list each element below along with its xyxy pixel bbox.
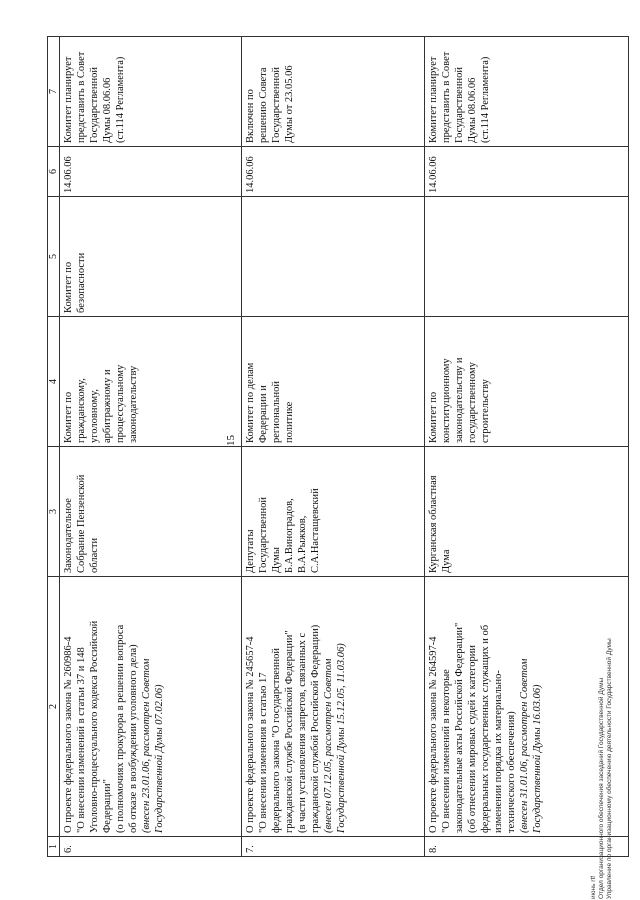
co-committee-cell <box>242 197 424 317</box>
responsible-committee-cell: Комитет по конституционному законодательству и государственному строительству <box>424 317 628 447</box>
responsible-committee-cell: Комитет по гражданскому, уголовному, арбитражному и процессуальному законодательству <box>60 317 242 447</box>
footer-line: июнь rtf <box>590 875 597 899</box>
date-cell: 14.06.06 <box>424 147 628 197</box>
footer-line: Управление по организационному обеспечению деятельности Государственной Думы <box>606 638 613 899</box>
action-cell: Комитет планирует представить в Совет Государственной Думы 08.06.06 (ст.114 Регламента) <box>60 37 242 147</box>
page-number: 15 <box>225 435 237 446</box>
initiator-cell: Законодательное Собрание Пензенской области <box>60 447 242 577</box>
table-row <box>60 37 242 857</box>
column-header: 7 <box>48 37 60 147</box>
date-cell: 14.06.06 <box>60 147 242 197</box>
responsible-committee-cell: Комитет по делам Федерации и региональной политике <box>242 317 424 447</box>
row-number: 8. <box>424 837 628 857</box>
table-row <box>242 37 424 857</box>
bill-note: (внесен 31.01.06, рассмотрен Советом Государственной Думы 16.03.06) <box>518 658 543 833</box>
bill-cell <box>242 577 424 837</box>
action-cell: Включен по решению Совета Государственной Думы от 23.05.06 <box>242 37 424 147</box>
column-header: 5 <box>48 197 60 317</box>
bill-description: "О внесении изменений в некоторые законодательные акты Российской Федерации" (об отнесении мировых судей к категории федеральных государственных служащих и об изменении порядка их материально- технического обеспечения) <box>440 622 517 833</box>
co-committee-cell: Комитет по безопасности <box>60 197 242 317</box>
bill-description: "О внесении изменения в статью 17 федерального закона "О государственной гражданской службе Российской Федерации" (в части установления запретов, связанных с гражданской службой Российской Федерации) <box>258 624 322 833</box>
column-header: 1 <box>48 837 60 857</box>
initiator-cell: Депутаты Государственной Думы Б.А.Виноградов, В.А.Рыжков, С.А.Настащевский <box>242 447 424 577</box>
row-number: 7. <box>242 837 424 857</box>
bill-title: О проекте федерального закона № 260986-4 <box>63 636 74 833</box>
column-header: 4 <box>48 317 60 447</box>
row-number: 6. <box>60 837 242 857</box>
bill-title: О проекте федерального закона № 245657-4 <box>245 636 257 833</box>
bill-title: О проекте федерального закона № 264597-4 <box>427 636 439 833</box>
bill-description: "О внесении изменений в статьи 37 и 148 Уголовно-процессуального кодекса Российской Федерации" (о полномочиях прокурора в решении вопроса об отказе в возбуждении уголовного дела) <box>76 620 139 833</box>
footer <box>590 638 614 899</box>
column-header: 2 <box>48 577 60 837</box>
footer-line: Отдел организационного обеспечения заседаний Государственной Думы <box>598 677 605 899</box>
bill-note: (внесен 07.12.05, рассмотрен Советом Государственной Думы 15.12.05, 11.03.06) <box>323 643 348 833</box>
rotated-page-content <box>47 37 629 857</box>
table-header-row <box>48 37 60 857</box>
co-committee-cell <box>424 197 628 317</box>
date-cell: 14.06.06 <box>242 147 424 197</box>
bills-table <box>47 36 629 857</box>
column-header: 6 <box>48 147 60 197</box>
action-cell: Комитет планирует представить в Совет Государственной Думы 08.06.06 (ст.114 Регламента) <box>424 37 628 147</box>
bill-cell <box>60 577 242 837</box>
initiator-cell: Курганская областная Дума <box>424 447 628 577</box>
column-header: 3 <box>48 447 60 577</box>
bill-note: (внесен 23.01.06, рассмотрен Советом Государственной Думы 07.02.06) <box>141 658 165 833</box>
